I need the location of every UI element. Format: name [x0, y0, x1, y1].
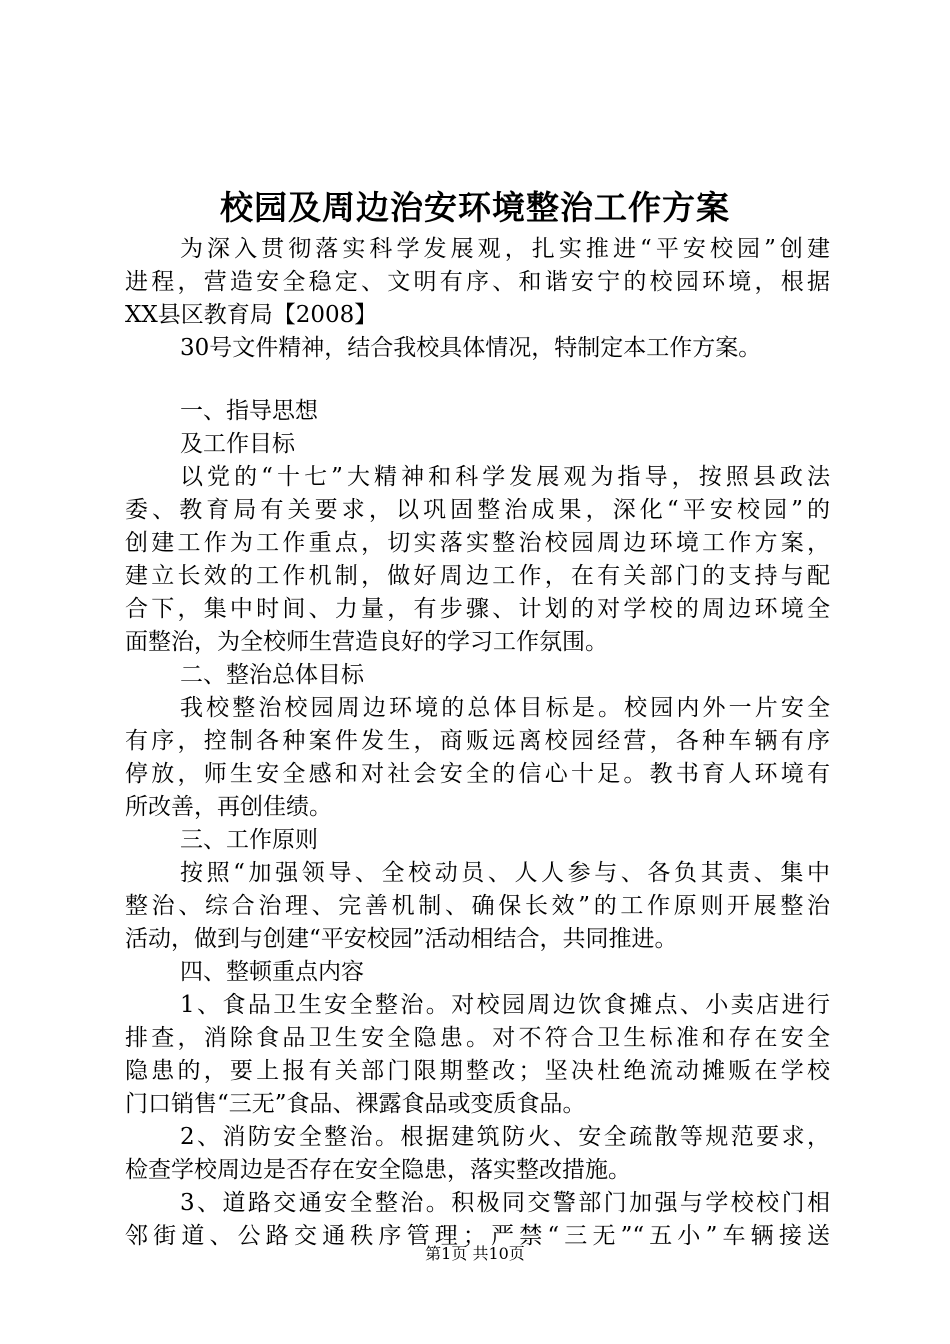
- text-line: 建立长效的工作机制，做好周边工作，在有关部门的支持与配: [125, 563, 830, 589]
- text-line: 检查学校周边是否存在安全隐患，落实整改措施。: [125, 1157, 631, 1183]
- text-line: 创建工作为工作重点，切实落实整治校园周边环境工作方案，: [125, 530, 830, 556]
- text-line: 三、工作原则: [180, 827, 318, 853]
- text-line: 合下，集中时间、力量，有步骤、计划的对学校的周边环境全: [125, 596, 830, 622]
- text-line: 排查，消除食品卫生安全隐患。对不符合卫生标准和存在安全: [125, 1025, 830, 1051]
- text-line: 四、整顿重点内容: [180, 959, 364, 985]
- text-line: 进程，营造安全稳定、文明有序、和谐安宁的校园环境，根据: [125, 269, 830, 295]
- text-line: 门口销售“三无”食品、裸露食品或变质食品。: [125, 1091, 586, 1117]
- text-line: 我校整治校园周边环境的总体目标是。校园内外一片安全: [180, 695, 830, 721]
- text-line: 活动，做到与创建“平安校园”活动相结合，共同推进。: [125, 926, 678, 952]
- text-line: 30号文件精神，结合我校具体情况，特制定本工作方案。: [180, 335, 762, 361]
- text-line: 邻街道、公路交通秩序管理；严禁“三无”“五小”车辆接送: [125, 1223, 830, 1249]
- text-line: 以党的“十七”大精神和科学发展观为指导，按照县政法: [180, 464, 830, 490]
- text-line: 面整治，为全校师生营造良好的学习工作氛围。: [125, 629, 608, 655]
- text-line: 二、整治总体目标: [180, 662, 364, 688]
- text-line: 2、消防安全整治。根据建筑防火、安全疏散等规范要求，: [180, 1124, 830, 1150]
- text-line: 有序，控制各种案件发生，商贩远离校园经营，各种车辆有序: [125, 728, 830, 754]
- text-line: XX县区教育局【2008】: [125, 302, 378, 328]
- text-line: 3、道路交通安全整治。积极同交警部门加强与学校校门相: [180, 1190, 830, 1216]
- text-line: 委、教育局有关要求，以巩固整治成果，深化“平安校园”的: [125, 497, 830, 523]
- document-body: [125, 233, 830, 1253]
- text-line: 按照“加强领导、全校动员、人人参与、各负其责、集中: [180, 860, 830, 886]
- text-line: 所改善，再创佳绩。: [125, 794, 332, 820]
- text-line: 隐患的，要上报有关部门限期整改；坚决杜绝流动摊贩在学校: [125, 1058, 830, 1084]
- text-line: 为深入贯彻落实科学发展观，扎实推进“平安校园”创建: [180, 236, 830, 262]
- text-line: 一、指导思想: [180, 398, 318, 424]
- document-title: 校园及周边治安环境整治工作方案: [220, 188, 730, 227]
- text-line: 1、食品卫生安全整治。对校园周边饮食摊点、小卖店进行: [180, 992, 830, 1018]
- blank-line: [125, 365, 830, 395]
- page-footer: 第1页 共10页: [425, 1244, 525, 1263]
- text-line: 整治、综合治理、完善机制、确保长效”的工作原则开展整治: [125, 893, 830, 919]
- text-line: 停放，师生安全感和对社会安全的信心十足。教书育人环境有: [125, 761, 830, 787]
- text-line: 及工作目标: [180, 431, 295, 457]
